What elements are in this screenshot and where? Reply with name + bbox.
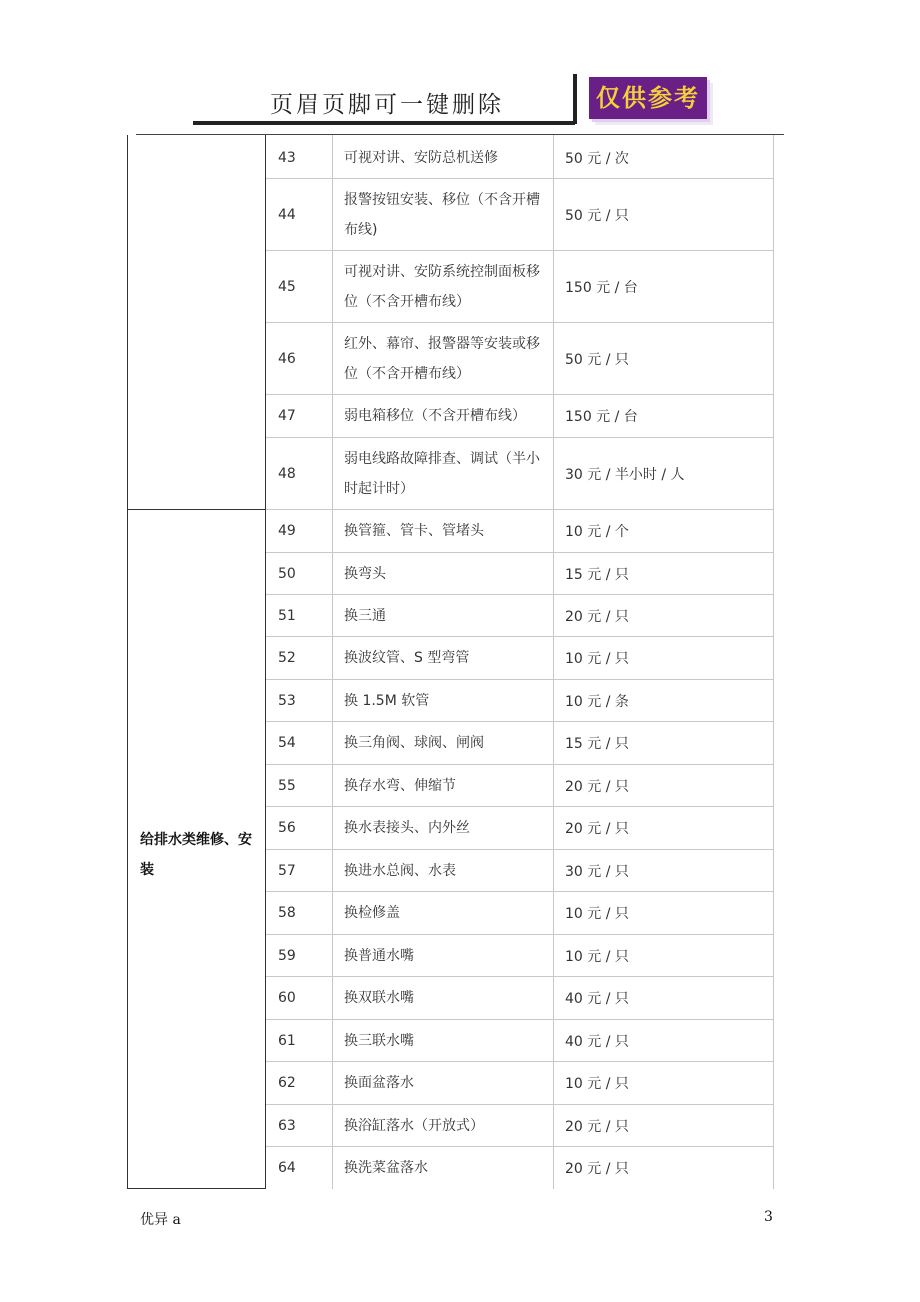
category-separator <box>127 509 266 510</box>
row-price: 50 元 / 次 <box>565 150 629 167</box>
header-divider <box>573 74 577 124</box>
row-number: 44 <box>278 206 296 223</box>
table-left-border <box>127 135 128 1189</box>
row-price: 150 元 / 台 <box>565 409 638 425</box>
row-item: 换管箍、管卡、管堵头 <box>344 523 484 539</box>
row-item: 换进水总阀、水表 <box>344 862 456 879</box>
table-row <box>266 323 774 395</box>
table-row <box>266 395 774 438</box>
row-number: 45 <box>278 278 296 295</box>
table-row <box>266 251 774 323</box>
row-number: 54 <box>278 735 296 751</box>
table-row <box>266 137 774 179</box>
table-row <box>266 553 774 595</box>
row-price: 20 元 / 只 <box>565 1118 629 1135</box>
row-item: 换 1.5M 软管 <box>344 692 430 709</box>
row-item: 换双联水嘴 <box>344 990 414 1006</box>
row-price: 15 元 / 只 <box>565 566 629 583</box>
table-row <box>266 765 774 807</box>
row-number: 49 <box>278 523 296 539</box>
row-item: 换波纹管、S 型弯管 <box>344 650 470 666</box>
table-row <box>266 1020 774 1062</box>
page-number: 3 <box>764 1209 773 1225</box>
row-item: 红外、幕帘、报警器等安装或移位（不含开槽布线） <box>344 335 540 382</box>
row-price: 20 元 / 只 <box>565 1160 629 1177</box>
table-row <box>266 1062 774 1105</box>
row-price: 50 元 / 只 <box>565 207 629 224</box>
row-price: 10 元 / 只 <box>565 948 629 965</box>
row-number: 63 <box>278 1117 296 1134</box>
row-price: 15 元 / 只 <box>565 736 629 752</box>
row-number: 43 <box>278 149 296 166</box>
footer-text: 优异 a <box>140 1212 181 1228</box>
category-water-line2: 装 <box>140 862 154 878</box>
row-number: 55 <box>278 777 296 794</box>
header-title: 页眉页脚可一键删除 <box>270 92 504 118</box>
row-price: 10 元 / 只 <box>565 1076 629 1092</box>
table-row <box>266 1147 774 1188</box>
row-price: 150 元 / 台 <box>565 279 638 296</box>
row-price: 20 元 / 只 <box>565 778 629 795</box>
row-price: 30 元 / 半小时 / 人 <box>565 466 685 483</box>
row-price: 40 元 / 只 <box>565 991 629 1007</box>
table-row <box>266 637 774 680</box>
row-number: 58 <box>278 905 296 921</box>
row-number: 50 <box>278 565 296 582</box>
table-row <box>266 807 774 850</box>
row-number: 61 <box>278 1032 296 1049</box>
row-price: 10 元 / 条 <box>565 693 629 710</box>
row-item: 可视对讲、安防系统控制面板移位（不含开槽布线） <box>344 263 540 310</box>
row-number: 52 <box>278 650 296 666</box>
category-water-line1: 给排水类维修、安 <box>140 832 252 848</box>
row-price: 50 元 / 只 <box>565 351 629 368</box>
row-price: 30 元 / 只 <box>565 863 629 880</box>
table-bottom-border <box>127 1188 266 1189</box>
row-price: 10 元 / 个 <box>565 524 629 540</box>
row-number: 60 <box>278 990 296 1006</box>
header-rule <box>136 134 784 135</box>
row-number: 48 <box>278 465 296 482</box>
row-price: 40 元 / 只 <box>565 1033 629 1050</box>
row-number: 59 <box>278 947 296 964</box>
table-row <box>266 850 774 892</box>
row-number: 46 <box>278 350 296 367</box>
row-item: 报警按钮安装、移位（不含开槽布线) <box>344 191 540 238</box>
row-item: 换浴缸落水（开放式） <box>344 1117 484 1134</box>
row-item: 换检修盖 <box>344 905 400 921</box>
row-number: 51 <box>278 607 296 624</box>
row-price: 10 元 / 只 <box>565 906 629 922</box>
row-number: 64 <box>278 1159 296 1176</box>
row-item: 弱电线路故障排查、调试（半小时起计时） <box>344 450 540 497</box>
table-row <box>266 438 774 510</box>
table-row <box>266 179 774 251</box>
row-item: 弱电箱移位（不含开槽布线） <box>344 408 526 424</box>
row-price: 20 元 / 只 <box>565 608 629 625</box>
row-item: 换存水弯、伸缩节 <box>344 777 456 794</box>
row-item: 换水表接头、内外丝 <box>344 820 470 836</box>
row-item: 换三联水嘴 <box>344 1032 414 1049</box>
row-number: 53 <box>278 692 296 709</box>
row-price: 10 元 / 只 <box>565 651 629 667</box>
row-number: 57 <box>278 862 296 879</box>
row-item: 换洗菜盆落水 <box>344 1159 428 1176</box>
row-number: 62 <box>278 1075 296 1091</box>
row-number: 47 <box>278 408 296 424</box>
row-item: 换三通 <box>344 607 386 624</box>
row-item: 可视对讲、安防总机送修 <box>344 149 498 166</box>
row-price: 20 元 / 只 <box>565 821 629 837</box>
table-row <box>266 595 774 637</box>
category-water <box>140 825 260 885</box>
table-row <box>266 680 774 722</box>
table-row <box>266 977 774 1020</box>
table-row <box>266 510 774 553</box>
row-item: 换面盆落水 <box>344 1075 414 1091</box>
row-item: 换弯头 <box>344 565 386 582</box>
reference-badge: 仅供参考 <box>589 77 707 119</box>
row-item: 换三角阀、球阀、闸阀 <box>344 735 484 751</box>
header-underline <box>193 121 575 125</box>
table-row <box>266 892 774 935</box>
table-row <box>266 1105 774 1147</box>
row-item: 换普通水嘴 <box>344 947 414 964</box>
row-number: 56 <box>278 820 296 836</box>
table-row <box>266 722 774 765</box>
table-row <box>266 935 774 977</box>
